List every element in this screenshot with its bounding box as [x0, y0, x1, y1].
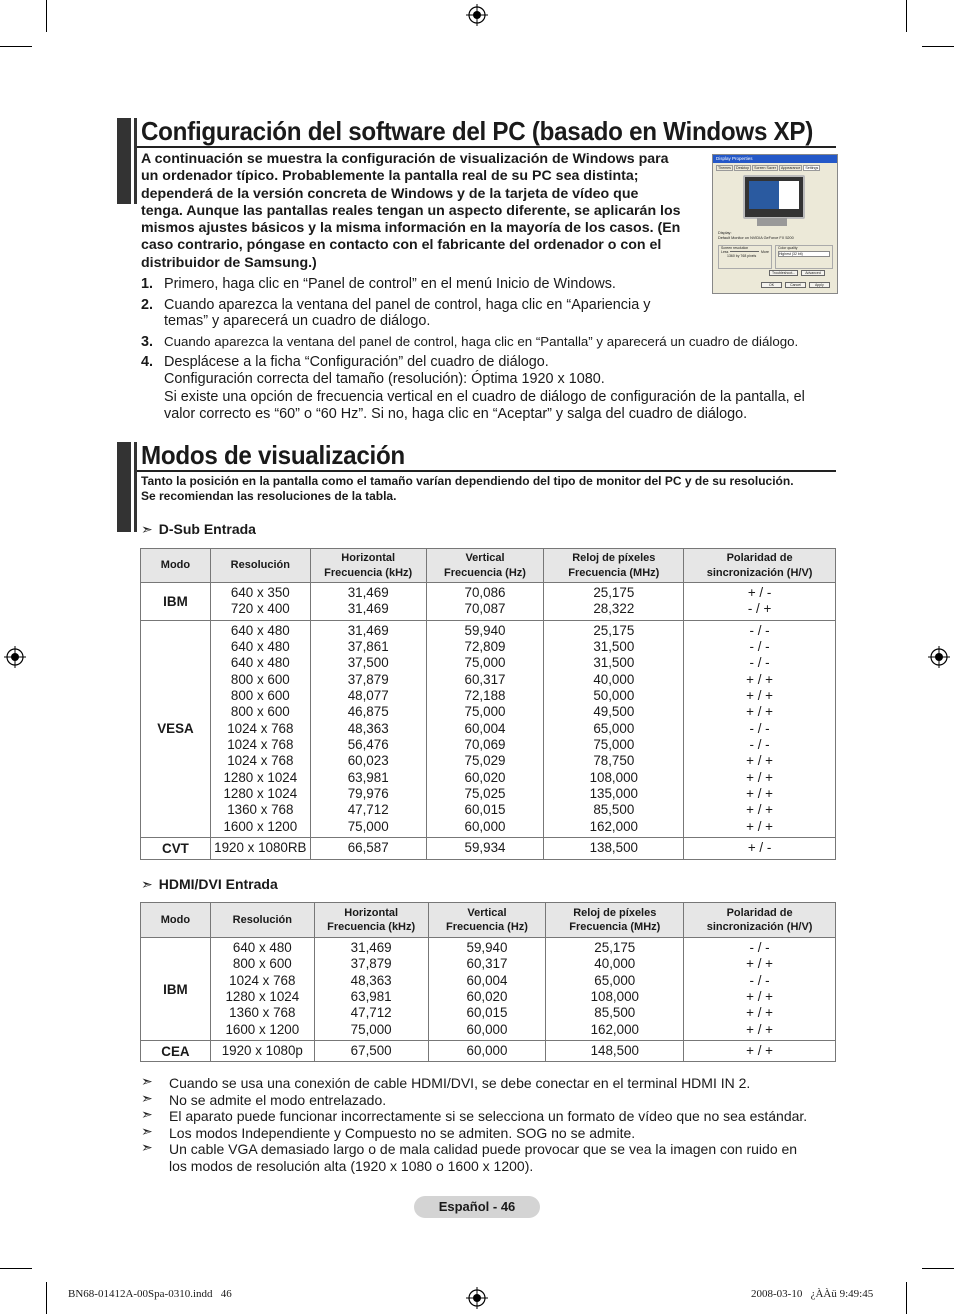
note-item — [141, 1089, 807, 1109]
value-cell — [544, 583, 684, 621]
cell-value: + / + — [746, 956, 773, 972]
cell-value: 108,000 — [589, 769, 638, 785]
footer-file: BN68-01412A-00Spa-0310.indd 46 — [68, 1288, 232, 1300]
cell-value: - / - — [749, 940, 770, 955]
cell-value: - / - — [749, 972, 770, 988]
cell-value: 31,500 — [593, 639, 635, 655]
intro-line: tenga. Aunque las pantallas reales tengan un aspecto diferente, se aplicarán los — [141, 202, 681, 219]
header-line: Horizontal — [341, 552, 396, 564]
arrow-icon: ➣ — [141, 876, 153, 892]
step-text: valor correcto es “60” o “60 Hz”. Si no, haga clic en “Aceptar” y salga del cuadro de diálogo. — [164, 406, 748, 422]
cell-value: 65,000 — [594, 972, 636, 988]
value-cell — [684, 583, 836, 621]
crop-mark — [0, 46, 32, 47]
note-item — [141, 1141, 807, 1158]
arrow-icon: ➣ — [141, 1106, 153, 1122]
cell-value: + / - — [747, 840, 772, 856]
dsub-heading — [141, 521, 256, 538]
cell-value: 800 x 600 — [230, 704, 290, 720]
crop-mark — [0, 1268, 32, 1269]
cell-value: 60,317 — [466, 956, 508, 972]
display-modes-intro — [141, 474, 841, 504]
mode-cell: CEA — [141, 1041, 211, 1062]
value-cell — [684, 838, 836, 859]
dsub-mode-table — [140, 548, 836, 860]
cell-value: + / + — [746, 769, 773, 785]
monitor-stand — [757, 218, 787, 226]
cell-value: 25,175 — [594, 940, 636, 955]
value-cell — [310, 620, 426, 837]
value-cell — [310, 838, 426, 859]
cell-value: + / + — [746, 786, 773, 802]
cell-value: 800 x 600 — [230, 688, 290, 704]
value-cell — [426, 583, 544, 621]
cell-value: 1360 x 768 — [229, 1005, 296, 1021]
hdmi-heading — [141, 876, 278, 893]
table-header-cell — [544, 549, 684, 583]
less-label: Less — [721, 250, 729, 254]
resolution-label: Screen resolution — [721, 246, 749, 250]
cell-value: 60,015 — [464, 802, 506, 818]
intro-line: Tanto la posición en la pantalla como el tamaño varían dependiendo del tipo de monitor del PC y de su resolución. — [141, 474, 794, 488]
cell-value: 48,363 — [347, 720, 389, 736]
intro-line: Se recomiendan las resoluciones de la tabla. — [141, 489, 397, 503]
note-item — [141, 1108, 807, 1125]
header-line: Frecuencia (Hz) — [444, 566, 526, 579]
cell-value: 37,879 — [347, 671, 389, 687]
cell-value: - / - — [749, 655, 770, 671]
crop-mark — [46, 0, 47, 32]
note-text: Un cable VGA demasiado largo o de mala calidad puede provocar que se vea la imagen con ruido en — [169, 1141, 798, 1157]
cell-value: 60,020 — [466, 989, 508, 1005]
crop-mark — [906, 0, 907, 32]
dialog-tab: Themes — [718, 166, 731, 170]
header-line: Frecuencia (MHz) — [568, 566, 660, 579]
cell-value: + / + — [746, 818, 773, 834]
cell-value: - / - — [749, 720, 770, 736]
cell-value: 1024 x 768 — [227, 737, 294, 753]
cell-value: 63,981 — [347, 769, 389, 785]
cell-value: 70,086 — [464, 585, 506, 600]
cell-value: 78,750 — [593, 753, 635, 769]
apply-button: Apply — [809, 282, 830, 288]
footer-date: 2008-03-10 ¿ÀÀü 9:49:45 — [751, 1288, 874, 1300]
cell-value: 75,029 — [464, 753, 506, 769]
step-number: 1. — [141, 276, 154, 292]
cell-value: 108,000 — [590, 989, 639, 1005]
value-cell — [426, 620, 544, 837]
cell-value: 1600 x 1200 — [225, 1021, 300, 1037]
cell-value: 50,000 — [593, 688, 635, 704]
value-cell — [314, 938, 428, 1041]
dialog-tab: Settings — [805, 166, 819, 170]
cell-value: 28,322 — [593, 601, 635, 617]
cell-value: + / + — [746, 802, 773, 818]
cell-value: 1280 x 1024 — [225, 989, 300, 1005]
cell-value: 40,000 — [593, 671, 635, 687]
cell-value: 70,069 — [464, 737, 506, 753]
header-line: sincronización (H/V) — [706, 921, 813, 933]
mode-cell: CVT — [141, 838, 211, 859]
section-bar — [117, 442, 134, 532]
cell-value: 60,004 — [466, 972, 508, 988]
cell-value: 75,000 — [347, 818, 389, 834]
value-cell — [210, 938, 314, 1041]
cell-value: 148,500 — [590, 1043, 639, 1059]
section-rule — [137, 470, 836, 472]
dialog-tab: Desktop — [735, 166, 750, 170]
color-quality-select: Highest (32 bit) — [778, 251, 830, 257]
cell-value: + / - — [747, 585, 772, 600]
note-text: Cuando se usa una conexión de cable HDMI/DVI, se debe conectar en el terminal HDMI IN 2. — [169, 1075, 751, 1091]
cell-value: 75,000 — [464, 655, 506, 671]
cell-value: 640 x 480 — [232, 940, 292, 955]
cell-value: 640 x 480 — [230, 639, 290, 655]
cancel-button: Cancel — [785, 282, 806, 288]
cell-value: 72,809 — [464, 639, 506, 655]
table-row — [141, 583, 836, 621]
intro-line: dependerá de la versión concreta de Windows y de la tarjeta de vídeo que — [141, 185, 639, 202]
cell-value: 31,469 — [347, 622, 389, 638]
table-row — [141, 620, 836, 837]
table-header-cell — [210, 903, 314, 938]
cell-value: 40,000 — [594, 956, 636, 972]
cell-value: 56,476 — [347, 737, 389, 753]
cell-value: 63,981 — [350, 989, 392, 1005]
dialog-tab: Screen Saver — [754, 166, 776, 170]
cell-value: + / + — [746, 688, 773, 704]
step-text: temas” y aparecerá un cuadro de diálogo. — [164, 313, 431, 329]
hdmi-heading-text: HDMI/DVI Entrada — [158, 876, 278, 892]
table-header-cell — [684, 549, 836, 583]
cell-value: 25,175 — [593, 585, 635, 600]
header-line: Frecuencia (kHz) — [324, 566, 413, 579]
step-text: Configuración correcta del tamaño (resolución): Óptima 1920 x 1080. — [164, 371, 605, 387]
crop-mark — [922, 1268, 954, 1269]
registration-mark-icon — [466, 4, 488, 26]
header-line: Polaridad de — [726, 552, 793, 564]
section-title: Modos de visualización — [141, 440, 405, 470]
ok-button: OK — [761, 282, 782, 288]
monitor-preview — [743, 175, 805, 219]
resolution-value: 1360 by 768 pixels — [727, 254, 757, 258]
value-cell — [210, 1041, 314, 1062]
crop-mark — [906, 1282, 907, 1314]
cell-value: 60,000 — [466, 1043, 508, 1059]
value-cell — [314, 1041, 428, 1062]
cell-value: 65,000 — [593, 720, 635, 736]
section-title: Configuración del software del PC (basado en Windows XP) — [141, 116, 814, 146]
arrow-icon: ➣ — [141, 1089, 153, 1106]
cell-value: 75,000 — [464, 704, 506, 720]
table-row — [141, 938, 836, 1041]
table-header-cell — [428, 903, 546, 938]
header-line: Reloj de píxeles — [573, 906, 657, 919]
intro-paragraph — [141, 151, 707, 272]
cell-value: 67,500 — [350, 1043, 392, 1059]
cell-value: + / + — [746, 704, 773, 720]
value-cell — [210, 583, 310, 621]
step-number: 4. — [141, 354, 154, 370]
cell-value: 1920 x 1080RB — [214, 840, 307, 856]
step-number: 3. — [141, 334, 154, 350]
cell-value: 85,500 — [594, 1005, 636, 1021]
cell-value: 31,469 — [347, 585, 389, 600]
dialog-display-value: Default Monitor on NVIDIA GeForce FX 5200 — [718, 235, 794, 240]
cell-value: + / + — [746, 1005, 773, 1021]
cell-value: 135,000 — [589, 786, 638, 802]
table-header-cell — [684, 903, 836, 938]
cell-value: 31,469 — [347, 601, 389, 617]
cell-value: 47,712 — [350, 1005, 392, 1021]
header-line: Polaridad de — [726, 906, 793, 919]
cell-value: + / + — [746, 1043, 773, 1059]
table-header-cell — [141, 549, 211, 583]
note-text: los modos de resolución alta (1920 x 1080 o 1600 x 1200). — [169, 1157, 534, 1174]
note-text: Los modos Independiente y Compuesto no se admiten. SOG no se admite. — [169, 1124, 636, 1141]
cell-value: 31,500 — [593, 655, 635, 671]
arrow-icon: ➣ — [141, 1122, 153, 1139]
cell-value: 48,363 — [350, 972, 392, 988]
advanced-button: Advanced — [801, 270, 825, 276]
cell-value: 640 x 480 — [230, 655, 290, 671]
value-cell — [210, 620, 310, 837]
dialog-titlebar: Display Properties — [713, 155, 837, 163]
arrow-icon: ➣ — [141, 521, 153, 537]
more-label: More — [761, 250, 769, 254]
cell-value: 1024 x 768 — [229, 972, 296, 988]
header-line: sincronización (H/V) — [706, 566, 813, 579]
note-text: No se admite el modo entrelazado. — [169, 1091, 387, 1108]
value-cell — [546, 1041, 684, 1062]
cell-value: 59,940 — [466, 940, 508, 955]
registration-mark-icon — [928, 646, 950, 668]
header-line: Frecuencia (kHz) — [327, 921, 416, 933]
header-line: Resolución — [232, 913, 292, 926]
mode-cell: IBM — [141, 938, 211, 1041]
cell-value: 46,875 — [347, 704, 389, 720]
registration-mark-icon — [466, 1287, 488, 1309]
value-cell — [544, 620, 684, 837]
cell-value: 60,015 — [466, 1005, 508, 1021]
dialog-tab: Appearance — [780, 166, 801, 170]
cell-value: 162,000 — [589, 818, 638, 834]
cell-value: 1360 x 768 — [227, 802, 294, 818]
step-text: Si existe una opción de frecuencia vertical en el cuadro de diálogo de configuración de la pantalla, el — [164, 389, 805, 405]
value-cell — [428, 938, 546, 1041]
intro-line: caso contrario, póngase en contacto con el fabricante del ordenador o con el — [141, 237, 662, 254]
table-header-row — [141, 903, 836, 938]
header-line: Vertical — [467, 906, 507, 919]
note-item — [141, 1122, 807, 1142]
header-line: Frecuencia (Hz) — [446, 921, 528, 933]
cell-value: 60,000 — [466, 1021, 508, 1037]
arrow-icon: ➣ — [141, 1139, 153, 1155]
cell-value: 1280 x 1024 — [223, 769, 298, 785]
dsub-heading-text: D-Sub Entrada — [158, 521, 256, 537]
cell-value: 70,087 — [464, 601, 506, 617]
cell-value: 37,861 — [347, 639, 389, 655]
cell-value: 60,020 — [464, 769, 506, 785]
note-item — [141, 1158, 807, 1175]
table-header-row — [141, 549, 836, 583]
cell-value: + / + — [746, 1021, 773, 1037]
value-cell — [310, 583, 426, 621]
header-line: Vertical — [465, 552, 505, 564]
mode-cell: VESA — [141, 620, 211, 837]
cell-value: 79,976 — [347, 786, 389, 802]
crop-mark — [922, 46, 954, 47]
step-text: Cuando aparezca la ventana del panel de control, haga clic en “Apariencia y — [164, 297, 651, 313]
cell-value: 59,940 — [464, 622, 506, 638]
cell-value: - / - — [749, 622, 770, 638]
cell-value: - / - — [749, 737, 770, 753]
value-cell — [426, 838, 544, 859]
cell-value: 138,500 — [589, 840, 638, 856]
value-cell — [544, 838, 684, 859]
note-text: El aparato puede funcionar incorrectamente si se selecciona un formato de vídeo que no sea estándar. — [169, 1108, 808, 1124]
cell-value: 720 x 400 — [230, 601, 290, 617]
cell-value: 37,500 — [347, 655, 389, 671]
crop-mark — [46, 1282, 47, 1314]
cell-value: 75,000 — [350, 1021, 392, 1037]
cell-value: 48,077 — [347, 688, 389, 704]
cell-value: 60,317 — [464, 671, 506, 687]
cell-value: + / + — [746, 989, 773, 1005]
hdmi-mode-table — [140, 902, 836, 1062]
cell-value: 1600 x 1200 — [223, 818, 298, 834]
header-line: Frecuencia (MHz) — [569, 921, 661, 933]
step-number: 2. — [141, 297, 154, 313]
table-header-cell — [210, 549, 310, 583]
cell-value: 49,500 — [593, 704, 635, 720]
header-line: Reloj de píxeles — [572, 552, 656, 564]
header-line: Horizontal — [344, 906, 399, 919]
value-cell — [546, 938, 684, 1041]
intro-line: mismos ajustes básicos y la misma información en la mayoría de los casos. (En — [141, 220, 681, 237]
cell-value: + / + — [746, 671, 773, 687]
cell-value: - / + — [747, 601, 772, 617]
cell-value: + / + — [746, 753, 773, 769]
value-cell — [684, 1041, 836, 1062]
step-text: Desplácese a la ficha “Configuración” del cuadro de diálogo. — [164, 354, 549, 370]
cell-value: 25,175 — [593, 622, 635, 638]
value-cell — [684, 938, 836, 1041]
cell-value: 640 x 350 — [230, 585, 290, 600]
note-item — [141, 1075, 807, 1092]
cell-value: 66,587 — [347, 840, 389, 856]
cell-value: 1024 x 768 — [227, 753, 294, 769]
cell-value: - / - — [749, 639, 770, 655]
cell-value: 60,004 — [464, 720, 506, 736]
cell-value: 59,934 — [464, 840, 506, 856]
section-rule — [137, 146, 836, 148]
table-header-cell — [546, 903, 684, 938]
color-quality-label: Color quality — [778, 246, 798, 250]
value-cell — [210, 838, 310, 859]
step-text: Primero, haga clic en “Panel de control” en el menú Inicio de Windows. — [164, 276, 616, 292]
section-bar — [117, 118, 134, 204]
cell-value: 640 x 480 — [230, 622, 290, 638]
header-line: Modo — [160, 913, 191, 926]
notes-list — [141, 1075, 807, 1174]
table-header-cell — [426, 549, 544, 583]
cell-value: 75,025 — [464, 786, 506, 802]
header-line: Modo — [160, 559, 191, 572]
cell-value: 800 x 600 — [232, 956, 292, 972]
cell-value: 75,000 — [593, 737, 635, 753]
step-text: Cuando aparezca la ventana del panel de control, haga clic en “Pantalla” y aparecerá un cuadro de diálogo. — [164, 334, 799, 349]
cell-value: 60,000 — [464, 818, 506, 834]
table-row — [141, 838, 836, 859]
cell-value: 1024 x 768 — [227, 720, 294, 736]
header-line: Resolución — [230, 559, 290, 572]
cell-value: 47,712 — [347, 802, 389, 818]
table-row — [141, 1041, 836, 1062]
intro-line: A continuación se muestra la configuración de visualización de Windows para — [141, 151, 669, 167]
cell-value: 85,500 — [593, 802, 635, 818]
table-header-cell — [314, 903, 428, 938]
cell-value: 162,000 — [590, 1021, 639, 1037]
intro-line: un ordenador típico. Probablemente la pantalla real de su PC sea distinta; — [141, 168, 639, 185]
value-cell — [428, 1041, 546, 1062]
cell-value: 1280 x 1024 — [223, 786, 298, 802]
table-header-cell — [310, 549, 426, 583]
dialog-display-label: Display: — [718, 231, 732, 235]
cell-value: 37,879 — [350, 956, 392, 972]
arrow-icon: ➣ — [141, 1073, 153, 1089]
cell-value: 1920 x 1080p — [221, 1043, 303, 1059]
display-properties-screenshot — [712, 154, 838, 294]
value-cell — [684, 620, 836, 837]
mode-cell: IBM — [141, 583, 211, 621]
troubleshoot-button: Troubleshoot... — [769, 270, 798, 276]
intro-line: distribuidor de Samsung.) — [141, 254, 317, 271]
registration-mark-icon — [4, 646, 26, 668]
cell-value: 800 x 600 — [230, 671, 290, 687]
cell-value: 72,188 — [464, 688, 506, 704]
table-header-cell — [141, 903, 211, 938]
cell-value: 31,469 — [350, 940, 392, 955]
page-number: Español - 46 — [414, 1196, 540, 1218]
cell-value: 60,023 — [347, 753, 389, 769]
